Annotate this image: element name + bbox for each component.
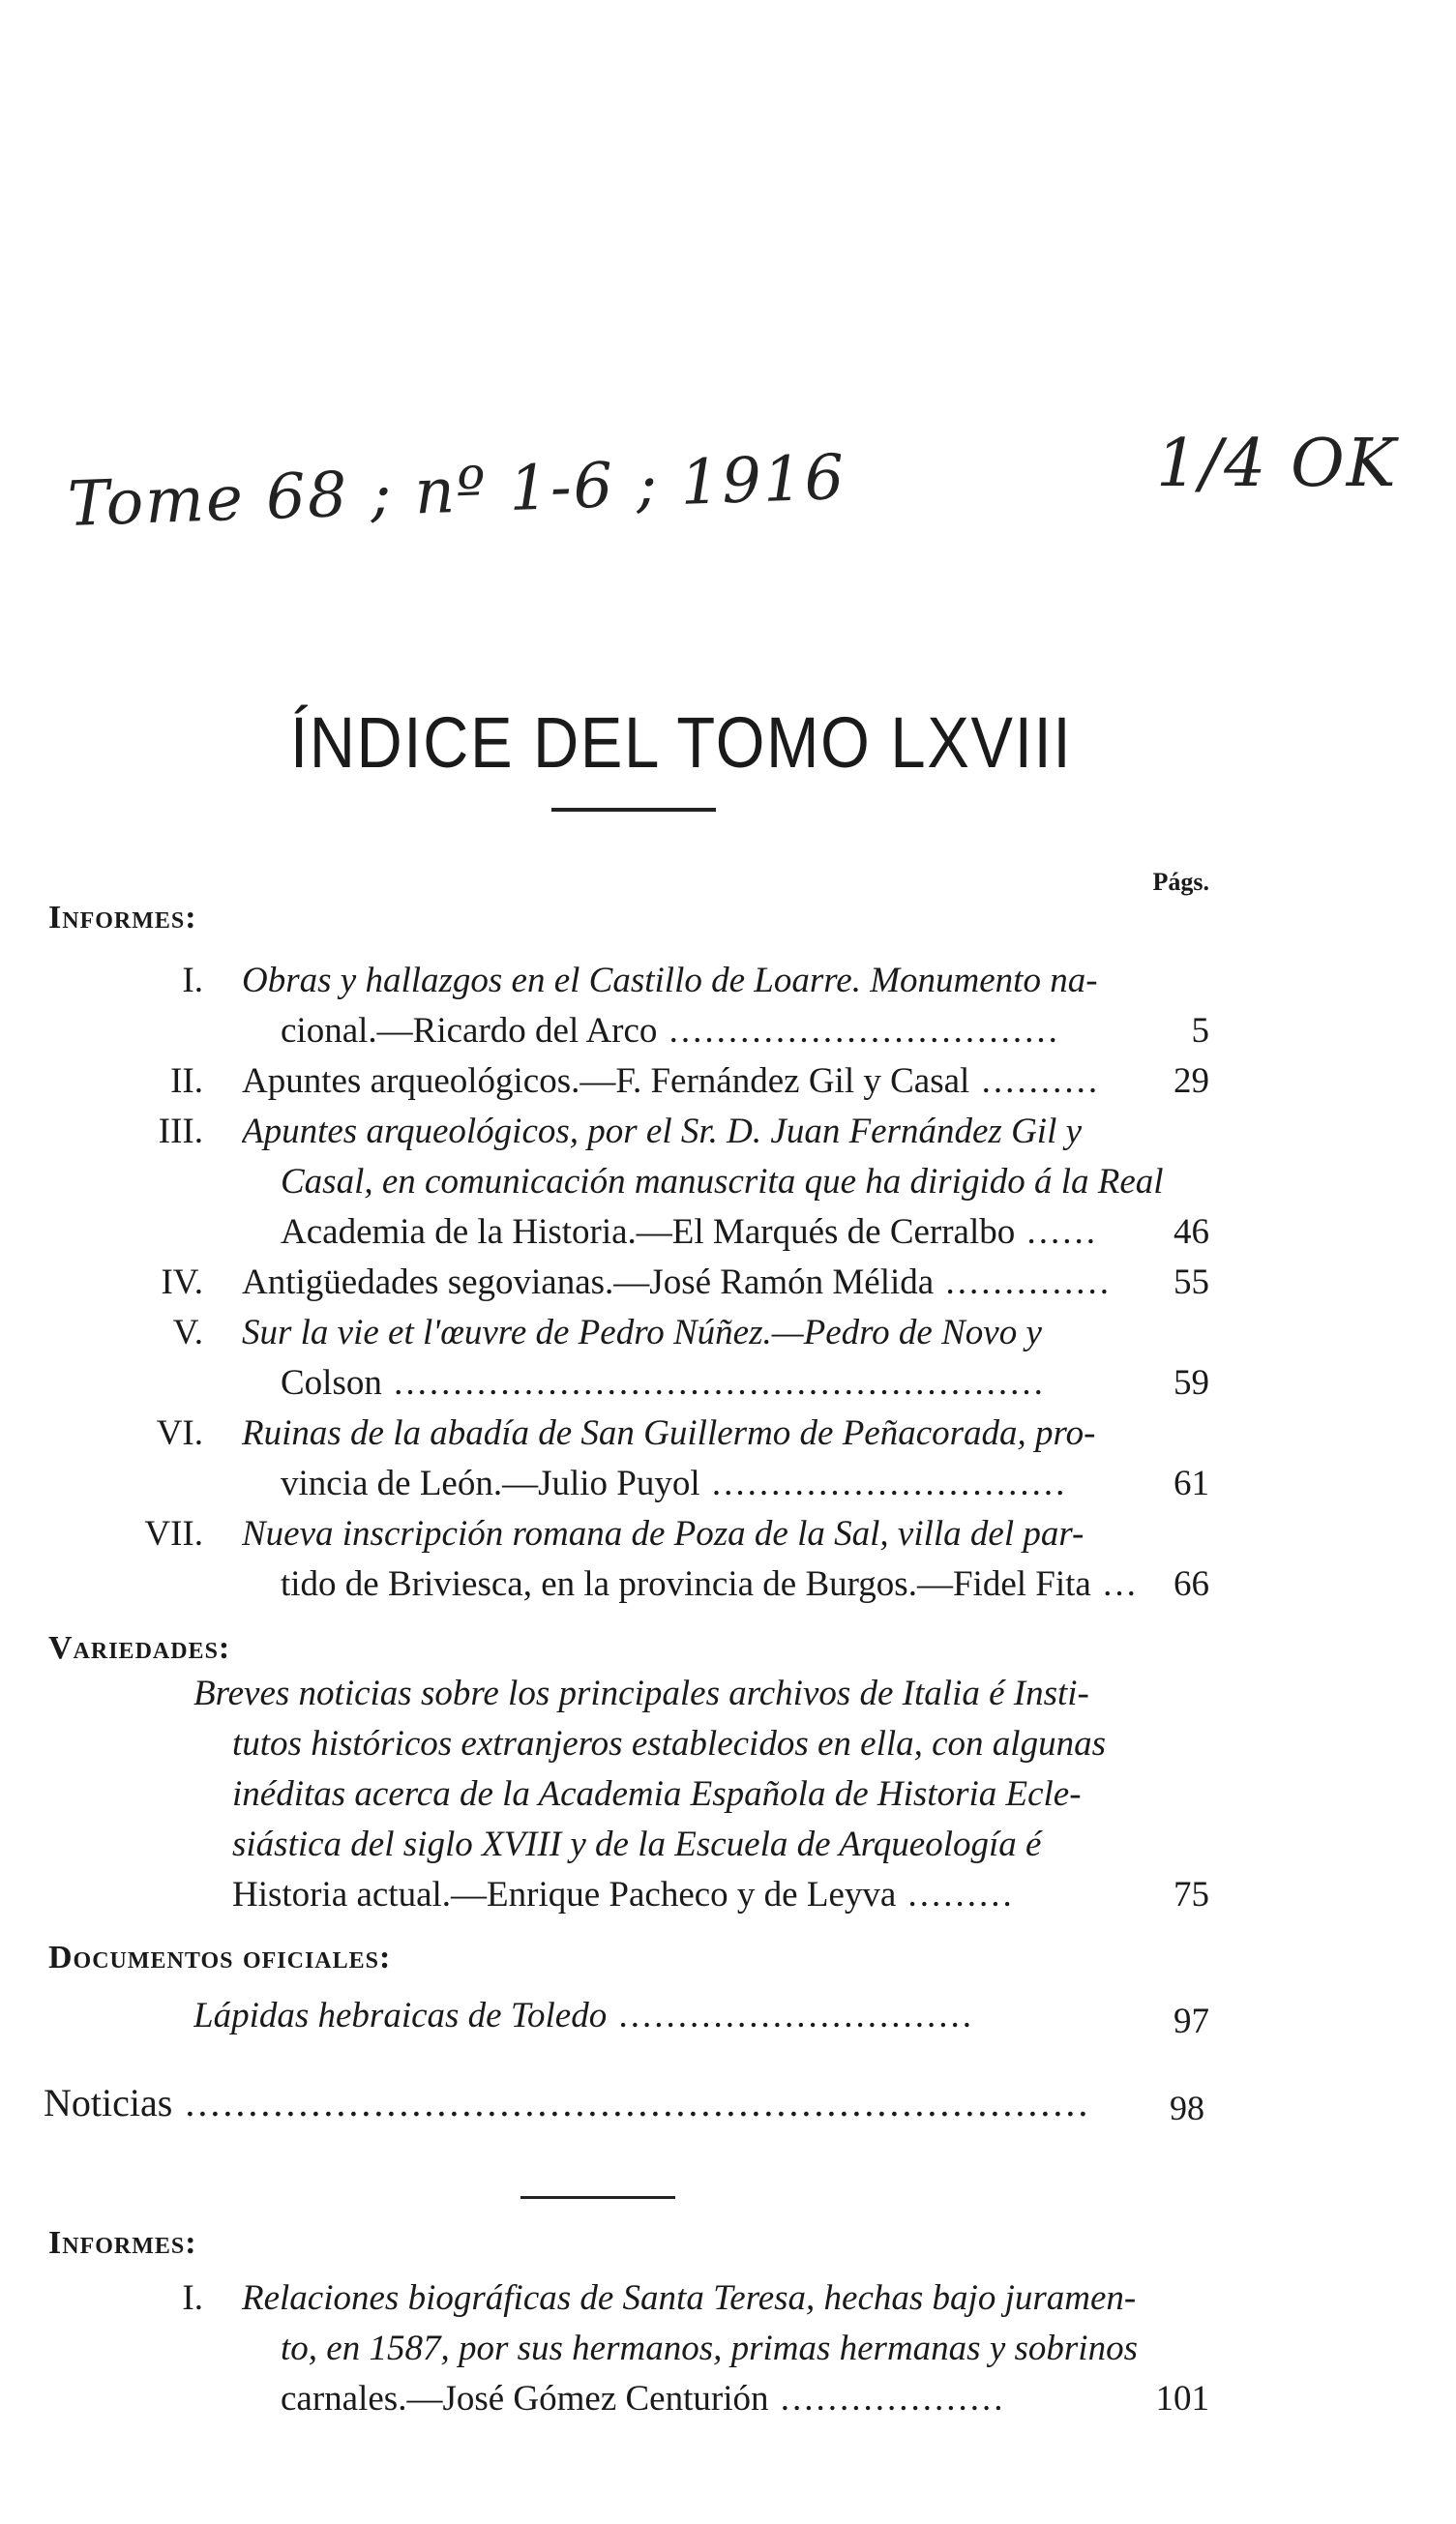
entry-line: Apuntes arqueológicos, por el Sr. D. Juan Fernández Gil y [242,1112,1083,1151]
entry-line: cional.—Ricardo del Arco [281,1011,658,1051]
entry-line: Nueva inscripción romana de Poza de la Sal, villa del par- [242,1514,1085,1554]
index-entry: Lápidas hebraicas de Toledo .............................. 97 [48,1991,1209,2041]
entry-line: inéditas acerca de la Academia Española de Historia Ecle- [232,1774,1082,1814]
index-entry: I. Relaciones biográficas de Santa Teresa, hechas bajo juramen- to, en 1587, por sus hermanos, primas hermanas y sobrinos carnales.—José Gómez Centurión ................... 101 [48,2273,1209,2424]
index-entry: IV. Antigüedades segovianas.—José Ramón Mélida .............. 55 [48,1258,1209,1308]
entry-number: I. [182,961,203,1000]
entry-line: Ruinas de la abadía de San Guillermo de Peñacorada, pro- [242,1413,1096,1453]
entry-line: Apuntes arqueológicos.—F. Fernández Gil y Casal [242,1061,970,1101]
entry-line: Academia de la Historia.—El Marqués de Cerralbo [281,1212,1016,1252]
page-title: ÍNDICE DEL TOMO LXVIII [290,702,1073,783]
handwritten-reference-note: 1/4 OK [1156,426,1398,502]
noticias-label: Noticias [44,2081,173,2124]
entry-number: VI. [156,1413,203,1453]
title-rule [551,808,716,812]
entry-line: siástica del siglo XVIII y de la Escuela de Arqueología é [232,1825,1042,1864]
section-heading-variedades: Variedades: [48,1630,231,1666]
entry-number: I. [182,2278,203,2318]
entry-line: vincia de León.—Julio Puyol [281,1464,700,1503]
entry-line: Historia actual.—Enrique Pacheco y de Leyva [232,1875,897,1915]
entry-page: 101 [1155,2379,1209,2419]
entry-line: Colson [281,1363,382,1403]
handwritten-volume-note: Tome 68 ; nº 1-6 ; 1916 [66,441,847,541]
index-entry: Breves noticias sobre los principales archivos de Italia é Insti- tutos históricos extranjeros establecidos en ella, con algunas inéditas acerca de la Academia Española de Historia Ecle- siástica del siglo XVIII y de la Escuela de Arqueología é Historia actual.—Enrique Pacheco y de Leyva ......... 75 [48,1669,1209,1920]
entry-line: to, en 1587, por sus hermanos, primas hermanas y sobrinos [281,2329,1138,2368]
index-entry: VI. Ruinas de la abadía de San Guillermo de Peñacorada, pro- vincia de León.—Julio Puyol .............................. 61 [48,1409,1209,1509]
index-entry: II. Apuntes arqueológicos.—F. Fernández Gil y Casal .......... 29 [48,1056,1209,1107]
entry-line: Casal, en comunicación manuscrita que ha dirigido á la Real [281,1162,1164,1202]
entry-page: 29 [1174,1061,1209,1101]
entry-line: Relaciones biográficas de Santa Teresa, hechas bajo juramen- [242,2278,1137,2318]
section-heading-informes: Informes: [48,2225,197,2261]
entry-page: 66 [1174,1564,1209,1604]
entry-line: Breves noticias sobre los principales archivos de Italia é Insti- [193,1674,1089,1713]
entry-line: carnales.—José Gómez Centurión [281,2379,769,2419]
entry-page: 97 [1174,2002,1209,2041]
entry-page: 59 [1174,1363,1209,1403]
entry-line: Obras y hallazgos en el Castillo de Loarre. Monumento na- [242,961,1098,1000]
pages-column-label: Págs. [1152,868,1209,896]
entry-page: 98 [1170,2089,1204,2125]
entry-line: tutos históricos extranjeros establecidos en ella, con algunas [232,1724,1106,1764]
entry-number: II. [170,1061,203,1101]
entry-number: IV. [161,1262,203,1302]
entry-page: 75 [1174,1875,1209,1915]
entry-page: 46 [1174,1212,1209,1252]
entry-number: III. [158,1112,203,1151]
index-entry: I. Obras y hallazgos en el Castillo de Loarre. Monumento na- cional.—Ricardo del Arco ................................. 5 [48,956,1209,1056]
noticias-entry: Noticias ........................................................................ 98 [44,2080,1204,2125]
index-entry: V. Sur la vie et l'œuvre de Pedro Núñez.—Pedro de Novo y Colson ....................................................... 59 [48,1308,1209,1409]
index-entry: III. Apuntes arqueológicos, por el Sr. D. Juan Fernández Gil y Casal, en comunicación manuscrita que ha dirigido á la Real Academia de la Historia.—El Marqués de Cerralbo ...... 46 [48,1107,1209,1258]
index-entry: VII. Nueva inscripción romana de Poza de la Sal, villa del par- tido de Briviesca, en la provincia de Burgos.—Fidel Fita ... 66 [48,1509,1209,1610]
entry-line: Antigüedades segovianas.—José Ramón Mélida [242,1262,935,1302]
entry-line: Lápidas hebraicas de Toledo [193,1996,608,2035]
entry-page: 61 [1174,1464,1209,1503]
entry-number: V. [172,1313,203,1352]
entry-line: tido de Briviesca, en la provincia de Burgos.—Fidel Fita [281,1564,1091,1604]
entry-page: 55 [1174,1262,1209,1302]
entry-page: 5 [1191,1011,1209,1051]
section-heading-documentos: Documentos oficiales: [48,1940,392,1975]
section-heading-informes: Informes: [48,900,197,935]
entry-line: Sur la vie et l'œuvre de Pedro Núñez.—Pedro de Novo y [242,1313,1042,1352]
entry-number: VII. [144,1514,203,1554]
section-divider [520,2196,675,2199]
